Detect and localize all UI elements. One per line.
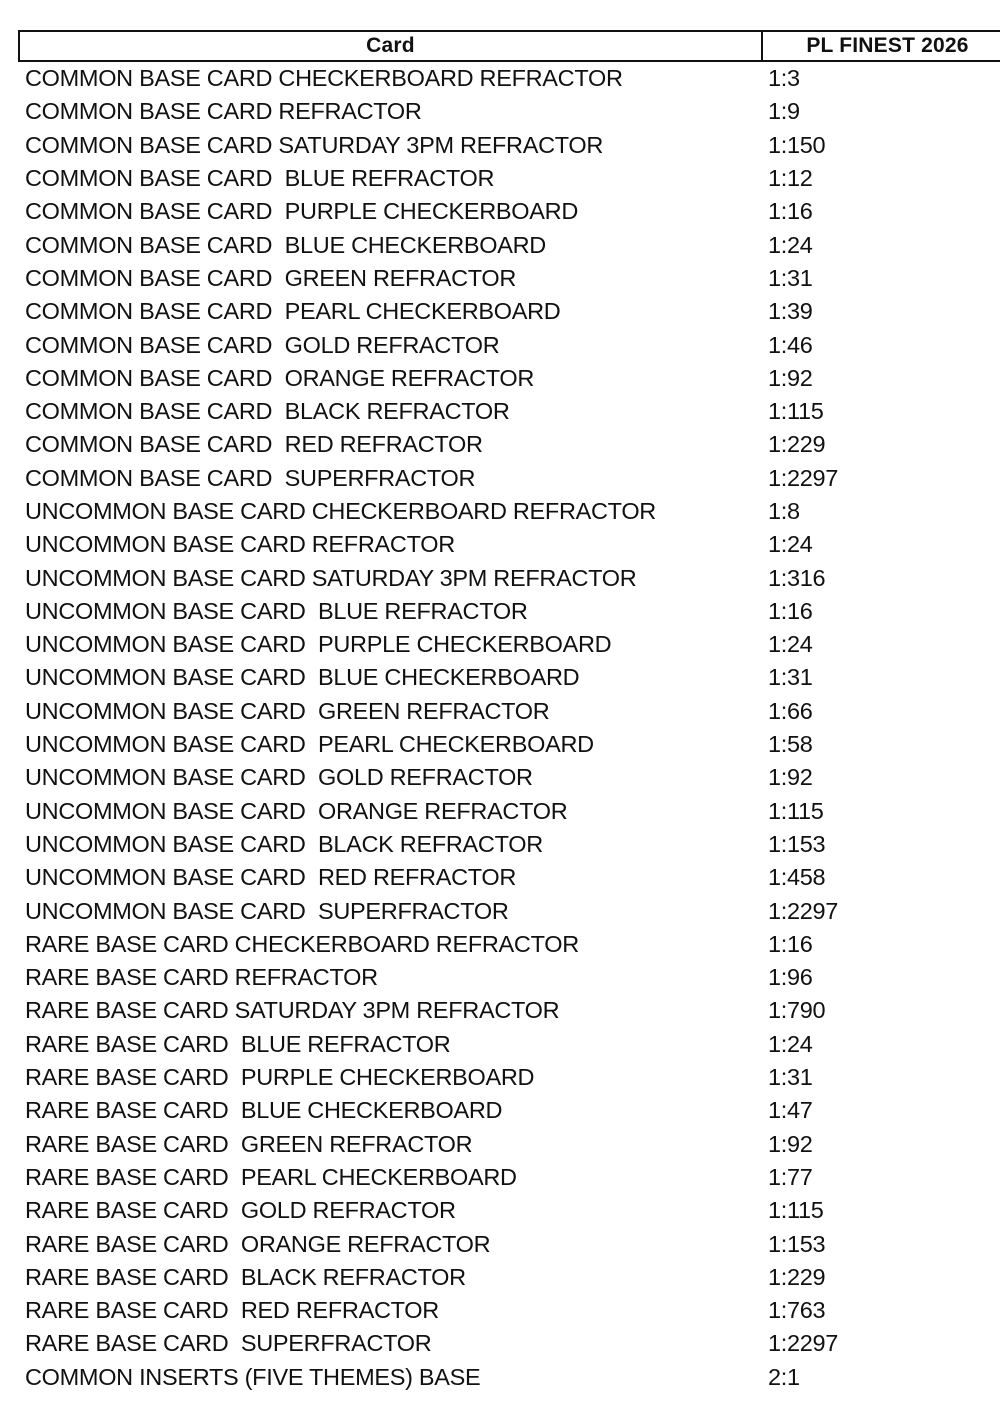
odds-cell: 1:115	[768, 398, 824, 425]
odds-cell: 1:153	[768, 830, 826, 857]
odds-cell: 1:2297	[768, 897, 839, 924]
odds-cell: 1:47	[768, 1097, 813, 1124]
table-row	[18, 1128, 1000, 1161]
card-name-cell: COMMON BASE CARD PURPLE CHECKERBOARD	[25, 198, 578, 225]
odds-cell: 1:12	[768, 165, 813, 192]
table-row	[18, 595, 1000, 628]
odds-cell: 1:16	[768, 597, 813, 624]
table-row	[18, 695, 1000, 728]
odds-cell: 1:96	[768, 964, 813, 991]
card-name-cell: RARE BASE CARD REFRACTOR	[25, 964, 378, 991]
odds-cell: 2:1	[768, 1363, 800, 1390]
table-row	[18, 228, 1000, 261]
card-name-cell: UNCOMMON BASE CARD REFRACTOR	[25, 531, 455, 558]
odds-cell: 1:39	[768, 298, 813, 325]
card-name-cell: COMMON BASE CARD REFRACTOR	[25, 98, 422, 125]
card-name-cell: UNCOMMON BASE CARD CHECKERBOARD REFRACTOR	[25, 498, 656, 524]
table-row	[18, 295, 1000, 328]
odds-cell: 1:150	[768, 131, 826, 158]
odds-cell: 1:8	[768, 498, 800, 524]
card-name-cell: RARE BASE CARD SUPERFRACTOR	[25, 1330, 432, 1357]
odds-cell: 1:763	[768, 1297, 826, 1324]
card-name-cell: COMMON INSERTS (FIVE THEMES) BASE	[25, 1363, 481, 1390]
card-name-cell: RARE BASE CARD PURPLE CHECKERBOARD	[25, 1064, 535, 1091]
odds-cell: 1:66	[768, 697, 813, 724]
odds-cell: 1:229	[768, 431, 826, 458]
odds-cell: 1:24	[768, 631, 813, 658]
table-row	[18, 1327, 1000, 1360]
card-name-cell: COMMON BASE CARD SATURDAY 3PM REFRACTOR	[25, 131, 604, 158]
table-row	[18, 795, 1000, 828]
table-row	[18, 62, 1000, 95]
card-name-cell: UNCOMMON BASE CARD PURPLE CHECKERBOARD	[25, 631, 612, 658]
card-name-cell: COMMON BASE CARD BLUE CHECKERBOARD	[25, 231, 546, 258]
card-name-cell: UNCOMMON BASE CARD SUPERFRACTOR	[25, 897, 509, 924]
table-row	[18, 828, 1000, 861]
table-row	[18, 661, 1000, 694]
card-name-cell: COMMON BASE CARD BLACK REFRACTOR	[25, 398, 510, 425]
table-body	[18, 62, 1000, 1394]
odds-cell: 1:24	[768, 1030, 813, 1057]
table-row	[18, 928, 1000, 961]
card-name-cell: UNCOMMON BASE CARD GREEN REFRACTOR	[25, 697, 550, 724]
odds-cell: 1:3	[768, 65, 800, 92]
table-row	[18, 1261, 1000, 1294]
table-row	[18, 861, 1000, 894]
card-name-cell: UNCOMMON BASE CARD BLUE REFRACTOR	[25, 597, 528, 624]
table-row	[18, 95, 1000, 128]
card-name-cell: RARE BASE CARD ORANGE REFRACTOR	[25, 1230, 491, 1257]
card-name-cell: UNCOMMON BASE CARD ORANGE REFRACTOR	[25, 797, 568, 824]
card-name-cell: RARE BASE CARD BLUE REFRACTOR	[25, 1030, 451, 1057]
odds-cell: 1:31	[768, 1064, 813, 1091]
table-row	[18, 129, 1000, 162]
odds-cell: 1:153	[768, 1230, 826, 1257]
odds-cell: 1:16	[768, 198, 813, 225]
odds-cell: 1:458	[768, 864, 826, 891]
card-name-cell: COMMON BASE CARD GOLD REFRACTOR	[25, 331, 500, 358]
card-name-cell: UNCOMMON BASE CARD BLACK REFRACTOR	[25, 830, 543, 857]
table-row	[18, 328, 1000, 361]
card-name-cell: COMMON BASE CARD BLUE REFRACTOR	[25, 165, 495, 192]
table-row	[18, 994, 1000, 1027]
table-row	[18, 628, 1000, 661]
odds-cell: 1:31	[768, 264, 813, 291]
card-name-cell: RARE BASE CARD BLUE CHECKERBOARD	[25, 1097, 503, 1124]
card-name-cell: COMMON BASE CARD GREEN REFRACTOR	[25, 264, 517, 291]
odds-cell: 1:9	[768, 98, 800, 125]
table-row	[18, 1361, 1000, 1394]
odds-cell: 1:2297	[768, 464, 839, 491]
table-row	[18, 894, 1000, 927]
card-name-cell: RARE BASE CARD CHECKERBOARD REFRACTOR	[25, 930, 579, 957]
card-name-cell: UNCOMMON BASE CARD GOLD REFRACTOR	[25, 764, 533, 791]
table-row	[18, 761, 1000, 794]
table-row	[18, 1227, 1000, 1260]
column-header-odds: PL FINEST 2026	[806, 34, 969, 57]
odds-cell: 1:92	[768, 364, 813, 391]
card-name-cell: UNCOMMON BASE CARD PEARL CHECKERBOARD	[25, 731, 594, 758]
table-row	[18, 1061, 1000, 1094]
card-name-cell: RARE BASE CARD GREEN REFRACTOR	[25, 1130, 473, 1157]
table-row	[18, 528, 1000, 561]
table-row	[18, 1028, 1000, 1061]
table-row	[18, 262, 1000, 295]
odds-cell: 1:229	[768, 1263, 826, 1290]
odds-cell: 1:92	[768, 764, 813, 791]
table-row	[18, 495, 1000, 528]
table-row	[18, 462, 1000, 495]
odds-cell: 1:24	[768, 531, 813, 558]
odds-cell: 1:316	[768, 564, 826, 591]
table-row	[18, 561, 1000, 594]
odds-cell: 1:31	[768, 664, 813, 691]
odds-cell: 1:58	[768, 731, 813, 758]
table-row	[18, 195, 1000, 228]
table-row	[18, 362, 1000, 395]
card-name-cell: RARE BASE CARD BLACK REFRACTOR	[25, 1263, 466, 1290]
card-name-cell: COMMON BASE CARD RED REFRACTOR	[25, 431, 483, 458]
card-name-cell: COMMON BASE CARD SUPERFRACTOR	[25, 464, 476, 491]
odds-cell: 1:92	[768, 1130, 813, 1157]
card-name-cell: RARE BASE CARD GOLD REFRACTOR	[25, 1197, 456, 1224]
table-row	[18, 961, 1000, 994]
card-name-cell: UNCOMMON BASE CARD BLUE CHECKERBOARD	[25, 664, 580, 691]
card-name-cell: RARE BASE CARD SATURDAY 3PM REFRACTOR	[25, 997, 560, 1024]
odds-cell: 1:115	[768, 797, 824, 824]
card-name-cell: COMMON BASE CARD ORANGE REFRACTOR	[25, 364, 535, 391]
odds-cell: 1:77	[768, 1163, 813, 1190]
odds-cell: 1:24	[768, 231, 813, 258]
odds-cell: 1:16	[768, 930, 813, 957]
table-row	[18, 1094, 1000, 1127]
odds-cell: 1:2297	[768, 1330, 839, 1357]
table-row	[18, 162, 1000, 195]
card-name-cell: RARE BASE CARD PEARL CHECKERBOARD	[25, 1163, 517, 1190]
table-row	[18, 1294, 1000, 1327]
card-name-cell: UNCOMMON BASE CARD RED REFRACTOR	[25, 864, 517, 891]
card-name-cell: RARE BASE CARD RED REFRACTOR	[25, 1297, 439, 1324]
table-row	[18, 428, 1000, 461]
table-row	[18, 1194, 1000, 1227]
card-name-cell: COMMON BASE CARD PEARL CHECKERBOARD	[25, 298, 561, 325]
odds-cell: 1:790	[768, 997, 826, 1024]
column-header-card: Card	[20, 32, 763, 60]
table-row	[18, 1161, 1000, 1194]
odds-cell: 1:46	[768, 331, 813, 358]
odds-table	[18, 30, 1000, 1394]
odds-cell: 1:115	[768, 1197, 824, 1224]
table-header	[18, 30, 1000, 62]
card-name-cell: UNCOMMON BASE CARD SATURDAY 3PM REFRACTOR	[25, 564, 637, 591]
card-name-cell: COMMON BASE CARD CHECKERBOARD REFRACTOR	[25, 65, 623, 92]
table-row	[18, 395, 1000, 428]
table-row	[18, 728, 1000, 761]
